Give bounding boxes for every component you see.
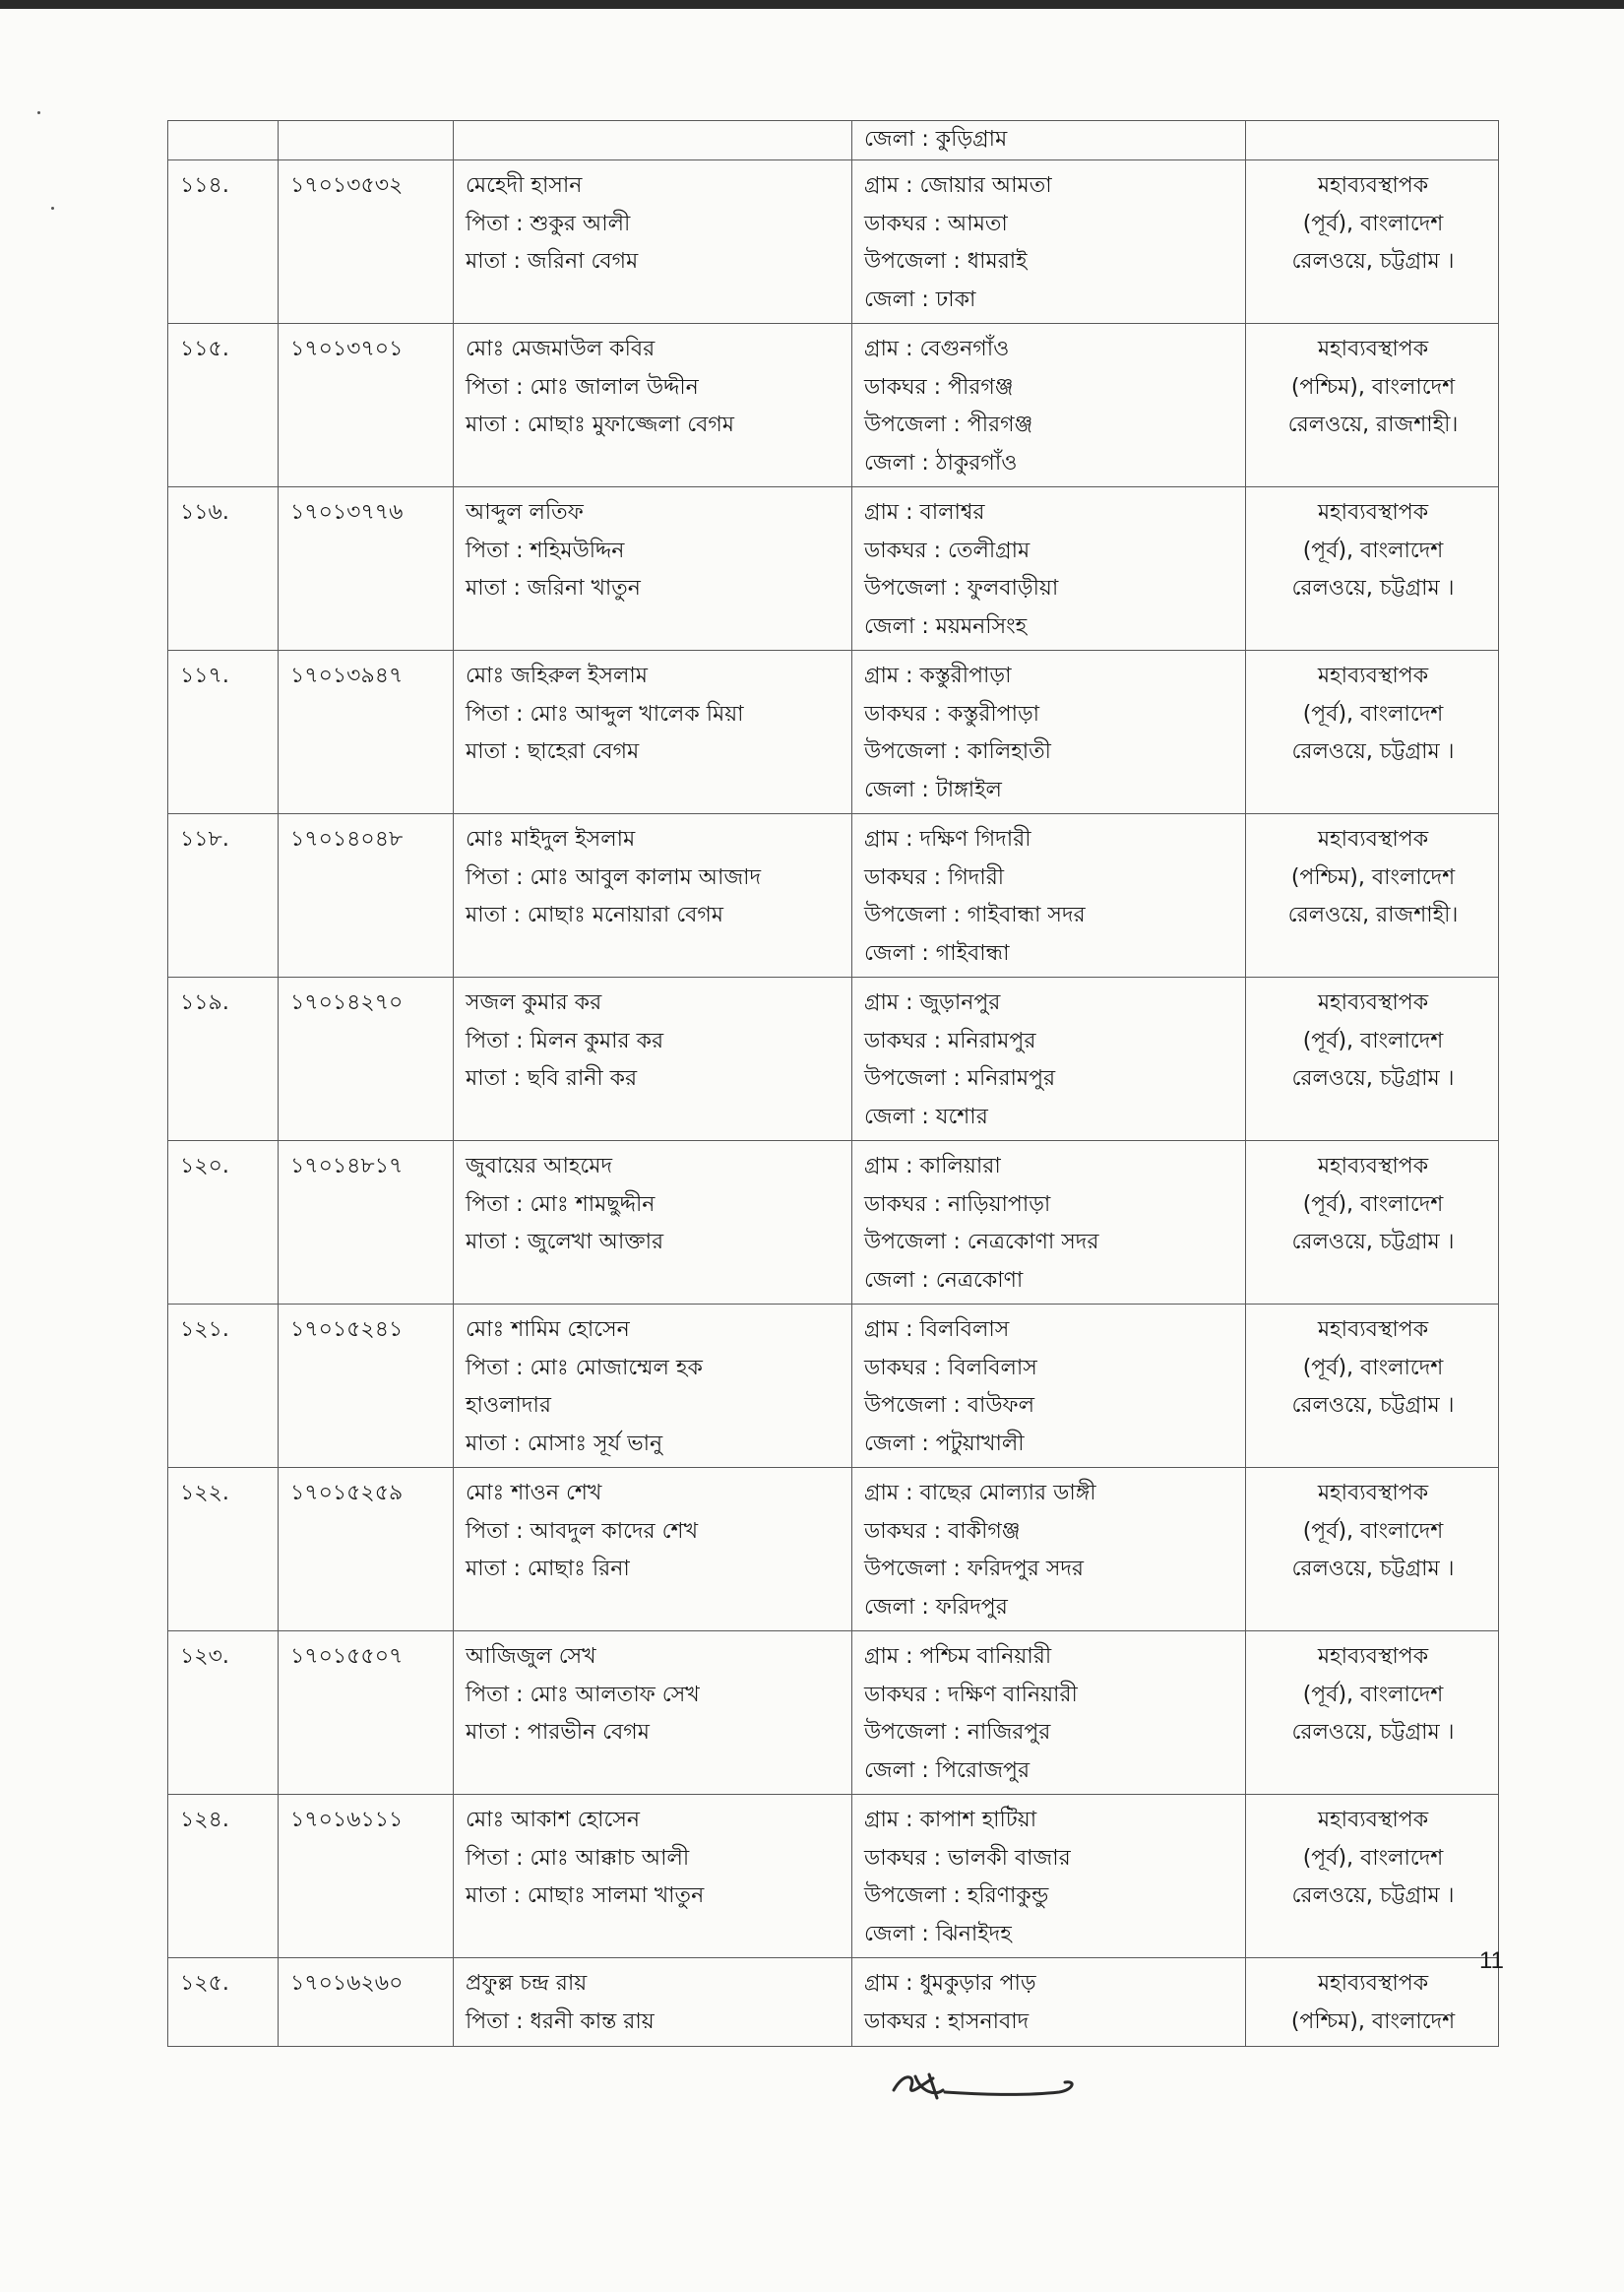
office-line: (পূর্ব), বাংলাদেশ: [1302, 211, 1444, 236]
name-line: মোঃ শামিম হোসেন: [466, 1317, 630, 1342]
name-cell: [454, 1141, 852, 1305]
office-line: মহাব্যবস্থাপক: [1317, 173, 1429, 198]
office-line: রেলওয়ে, রাজশাহী।: [1287, 413, 1459, 437]
address-line: ডাকঘর : কস্তুরীপাড়া: [864, 701, 1040, 727]
address-cell: [852, 487, 1246, 651]
address-line: জেলা : ময়মনসিংহ: [864, 613, 1028, 639]
district-line: জেলা : কুড়িগ্রাম: [864, 127, 1008, 152]
roll-cell: ১৭০১৬২৬০: [279, 1958, 454, 2047]
office-cell: [1246, 814, 1499, 978]
address-line: ডাকঘর : আমতা: [864, 211, 1008, 236]
office-cell: [1246, 1631, 1499, 1795]
serial-cell: ১১৬.: [168, 487, 279, 651]
office-line: রেলওয়ে, চট্টগ্রাম ।: [1291, 739, 1455, 764]
office-line: (পূর্ব), বাংলাদেশ: [1302, 1355, 1444, 1380]
roll-cell: [279, 121, 454, 160]
scan-speck: [51, 207, 54, 210]
address-line: জেলা : নেত্রকোণা: [864, 1267, 1024, 1293]
serial-cell: ১১৫.: [168, 324, 279, 487]
name-line: মাতা : জুলেখা আক্তার: [466, 1230, 664, 1254]
name-line: মাতা : পারভীন বেগম: [466, 1720, 650, 1745]
address-line: ডাকঘর : বিলবিলাস: [864, 1355, 1037, 1380]
office-line: রেলওয়ে, চট্টগ্রাম ।: [1291, 1393, 1455, 1418]
address-line: উপজেলা : গাইবান্ধা সদর: [864, 903, 1086, 927]
table-row: [168, 651, 1499, 814]
name-line: মাতা : ছাহেরা বেগম: [466, 739, 640, 764]
office-line: (পূর্ব), বাংলাদেশ: [1302, 1845, 1444, 1871]
serial-cell: ১২০.: [168, 1141, 279, 1305]
office-line: মহাব্যবস্থাপক: [1317, 990, 1429, 1015]
name-line: মাতা : মোছাঃ সালমা খাতুন: [466, 1883, 705, 1908]
address-cell: [852, 978, 1246, 1141]
roll-cell: ১৭০১৩৫৩২: [279, 160, 454, 324]
roll-cell: ১৭০১৩৭৭৬: [279, 487, 454, 651]
name-cell: [454, 651, 852, 814]
address-cell: [852, 814, 1246, 978]
name-line: মেহেদী হাসান: [466, 173, 583, 198]
address-line: ডাকঘর : নাড়িয়াপাড়া: [864, 1191, 1051, 1217]
address-line: উপজেলা : ধামরাই: [864, 249, 1028, 274]
name-line: মাতা : ছবি রানী কর: [466, 1066, 638, 1091]
office-line: মহাব্যবস্থাপক: [1317, 1971, 1429, 1996]
name-line: পিতা : মোঃ শামছুদ্দীন: [466, 1191, 656, 1217]
table-row: [168, 814, 1499, 978]
address-line: উপজেলা : বাউফল: [864, 1393, 1034, 1418]
name-line: মোঃ আকাশ হোসেন: [466, 1808, 641, 1832]
office-line: (পূর্ব), বাংলাদেশ: [1302, 701, 1444, 727]
address-line: উপজেলা : ফুলবাড়ীয়া: [864, 576, 1059, 601]
roll-cell: ১৭০১৬১১১: [279, 1795, 454, 1958]
roll-cell: ১৭০১৪০৪৮: [279, 814, 454, 978]
office-cell: [1246, 978, 1499, 1141]
office-line: (পশ্চিম), বাংলাদেশ: [1290, 374, 1456, 400]
address-line: ডাকঘর : মনিরামপুর: [864, 1028, 1036, 1053]
table-row: [168, 1468, 1499, 1631]
roll-cell: ১৭০১৩৭০১: [279, 324, 454, 487]
office-line: (পূর্ব), বাংলাদেশ: [1302, 1682, 1444, 1707]
address-line: জেলা : পটুয়াখালী: [864, 1431, 1025, 1456]
serial-cell: ১২২.: [168, 1468, 279, 1631]
office-line: (পূর্ব), বাংলাদেশ: [1302, 1191, 1444, 1217]
office-cell: [1246, 121, 1499, 160]
address-line: জেলা : ফরিদপুর: [864, 1594, 1008, 1620]
office-line: রেলওয়ে, চট্টগ্রাম ।: [1291, 1557, 1455, 1581]
address-line: ডাকঘর : ভালকী বাজার: [864, 1845, 1071, 1871]
address-line: গ্রাম : জুড়ানপুর: [864, 990, 1001, 1015]
office-line: মহাব্যবস্থাপক: [1317, 1317, 1429, 1342]
serial-cell: ১১৯.: [168, 978, 279, 1141]
office-cell: [1246, 1141, 1499, 1305]
office-line: রেলওয়ে, চট্টগ্রাম ।: [1291, 1066, 1455, 1091]
address-line: ডাকঘর : বাকীগঞ্জ: [864, 1518, 1021, 1544]
name-cell: [454, 1958, 852, 2047]
name-line: পিতা : মোঃ মোজাম্মেল হক: [466, 1355, 703, 1380]
address-line: গ্রাম : বালাশ্বর: [864, 500, 985, 525]
address-line: গ্রাম : ধুমকুড়ার পাড়: [864, 1971, 1036, 1996]
address-line: উপজেলা : হরিণাকুন্ডু: [864, 1883, 1049, 1908]
address-line: ডাকঘর : পীরগঞ্জ: [864, 374, 1014, 400]
name-cell: [454, 487, 852, 651]
scan-speck: [37, 111, 40, 114]
roll-cell: ১৭০১৫২৫৯: [279, 1468, 454, 1631]
office-line: মহাব্যবস্থাপক: [1317, 1808, 1429, 1832]
office-line: রেলওয়ে, চট্টগ্রাম ।: [1291, 1230, 1455, 1254]
office-line: মহাব্যবস্থাপক: [1317, 1481, 1429, 1505]
serial-cell: ১১৭.: [168, 651, 279, 814]
address-cell: [852, 1141, 1246, 1305]
name-line: মোঃ মেজমাউল কবির: [466, 337, 656, 361]
office-cell: [1246, 487, 1499, 651]
address-line: জেলা : যশোর: [864, 1104, 988, 1129]
address-line: ডাকঘর : হাসনাবাদ: [864, 2008, 1030, 2034]
name-line: মাতা : জরিনা খাতুন: [466, 576, 641, 601]
address-cell: [852, 160, 1246, 324]
address-line: ডাকঘর : গিদারী: [864, 864, 1005, 890]
address-line: উপজেলা : নেত্রকোণা সদর: [864, 1230, 1099, 1254]
office-line: মহাব্যবস্থাপক: [1317, 1154, 1429, 1178]
serial-cell: [168, 121, 279, 160]
office-line: রেলওয়ে, চট্টগ্রাম ।: [1291, 1883, 1455, 1908]
office-line: (পূর্ব), বাংলাদেশ: [1302, 538, 1444, 563]
name-line: পিতা : মোঃ আব্দুল খালেক মিয়া: [466, 701, 744, 727]
office-line: মহাব্যবস্থাপক: [1317, 500, 1429, 525]
continued-row: [168, 121, 1499, 160]
address-line: ডাকঘর : তেলীগ্রাম: [864, 538, 1031, 563]
name-line: পিতা : ধরনী কান্ত রায়: [466, 2008, 655, 2034]
name-line: মাতা : জরিনা বেগম: [466, 249, 639, 274]
name-line: হাওলাদার: [466, 1393, 551, 1418]
name-line: মাতা : মোসাঃ সূর্য ভানু: [466, 1431, 663, 1456]
address-line: উপজেলা : মনিরামপুর: [864, 1066, 1056, 1091]
name-line: পিতা : আবদুল কাদের শেখ: [466, 1518, 699, 1544]
serial-cell: ১২৫.: [168, 1958, 279, 2047]
office-cell: [1246, 1795, 1499, 1958]
serial-cell: ১২১.: [168, 1305, 279, 1468]
address-cell: [852, 1631, 1246, 1795]
address-cell: [852, 1468, 1246, 1631]
name-line: মাতা : মোছাঃ মনোয়ারা বেগম: [466, 903, 724, 927]
address-line: জেলা : ঝিনাইদহ: [864, 1921, 1012, 1946]
office-cell: [1246, 651, 1499, 814]
roll-cell: ১৭০১৩৯৪৭: [279, 651, 454, 814]
office-line: মহাব্যবস্থাপক: [1317, 337, 1429, 361]
address-line: উপজেলা : ফরিদপুর সদর: [864, 1557, 1085, 1581]
address-cell: [852, 651, 1246, 814]
address-line: উপজেলা : পীরগঞ্জ: [864, 413, 1033, 437]
office-line: (পশ্চিম), বাংলাদেশ: [1290, 864, 1456, 890]
office-line: (পূর্ব), বাংলাদেশ: [1302, 1518, 1444, 1544]
address-line: গ্রাম : কস্তুরীপাড়া: [864, 664, 1012, 688]
address-line: ডাকঘর : দক্ষিণ বানিয়ারী: [864, 1682, 1078, 1707]
office-cell: [1246, 324, 1499, 487]
roll-cell: ১৭০১৪২৭০: [279, 978, 454, 1141]
table-row: [168, 978, 1499, 1141]
name-cell: [454, 814, 852, 978]
name-line: পিতা : মোঃ আবুল কালাম আজাদ: [466, 864, 762, 890]
address-line: উপজেলা : কালিহাতী: [864, 739, 1051, 764]
office-cell: [1246, 1468, 1499, 1631]
name-line: আব্দুল লতিফ: [466, 500, 584, 525]
name-line: জুবায়ের আহমেদ: [466, 1154, 613, 1178]
office-line: (পূর্ব), বাংলাদেশ: [1302, 1028, 1444, 1053]
address-line: গ্রাম : দক্ষিণ গিদারী: [864, 827, 1031, 852]
address-line: জেলা : টাঙ্গাইল: [864, 777, 1002, 802]
name-line: পিতা : শহিমউদ্দিন: [466, 538, 625, 563]
table-row: [168, 324, 1499, 487]
name-cell: [454, 160, 852, 324]
address-line: জেলা : ঠাকুরগাঁও: [864, 450, 1018, 476]
name-cell: [454, 1468, 852, 1631]
name-line: মোঃ জহিরুল ইসলাম: [466, 664, 649, 688]
table-row: [168, 1305, 1499, 1468]
address-cell: [852, 1795, 1246, 1958]
candidate-table: [167, 120, 1499, 2047]
office-line: রেলওয়ে, চট্টগ্রাম ।: [1291, 249, 1455, 274]
address-line: গ্রাম : বিলবিলাস: [864, 1317, 1010, 1342]
serial-cell: ১১৮.: [168, 814, 279, 978]
candidate-table-body: [168, 121, 1499, 2047]
office-line: মহাব্যবস্থাপক: [1317, 827, 1429, 852]
name-line: পিতা : শুকুর আলী: [466, 211, 631, 236]
address-line: গ্রাম : পশ্চিম বানিয়ারী: [864, 1644, 1052, 1669]
name-line: সজল কুমার কর: [466, 990, 602, 1015]
address-line: গ্রাম : কালিয়ারা: [864, 1154, 1001, 1178]
address-line: জেলা : পিরোজপুর: [864, 1757, 1031, 1783]
roll-cell: ১৭০১৫২৪১: [279, 1305, 454, 1468]
address-line: গ্রাম : জোয়ার আমতা: [864, 173, 1052, 198]
table-row: [168, 160, 1499, 324]
name-line: পিতা : মিলন কুমার কর: [466, 1028, 664, 1053]
name-cell: [454, 1305, 852, 1468]
office-line: মহাব্যবস্থাপক: [1317, 1644, 1429, 1669]
address-line: গ্রাম : বাছের মোল্যার ডাঙ্গী: [864, 1481, 1096, 1505]
address-cell: [852, 324, 1246, 487]
name-cell: [454, 121, 852, 160]
table-row: [168, 1795, 1499, 1958]
office-cell: [1246, 160, 1499, 324]
office-line: রেলওয়ে, রাজশাহী।: [1287, 903, 1459, 927]
office-cell: [1246, 1305, 1499, 1468]
name-line: পিতা : মোঃ আক্কাচ আলী: [466, 1845, 690, 1871]
table-row: [168, 1958, 1499, 2047]
office-cell: [1246, 1958, 1499, 2047]
office-line: (পশ্চিম), বাংলাদেশ: [1290, 2008, 1456, 2034]
serial-cell: ১১৪.: [168, 160, 279, 324]
address-cell: [852, 121, 1246, 160]
office-line: মহাব্যবস্থাপক: [1317, 664, 1429, 688]
address-cell: [852, 1305, 1246, 1468]
address-line: উপজেলা : নাজিরপুর: [864, 1720, 1051, 1745]
serial-cell: ১২৪.: [168, 1795, 279, 1958]
signature-image: [886, 2053, 1083, 2122]
name-line: পিতা : মোঃ জালাল উদ্দীন: [466, 374, 699, 400]
address-line: জেলা : ঢাকা: [864, 286, 976, 312]
name-line: মাতা : মোছাঃ রিনা: [466, 1557, 630, 1581]
page-number: 11: [1479, 1947, 1504, 1974]
office-line: রেলওয়ে, চট্টগ্রাম ।: [1291, 1720, 1455, 1745]
address-line: জেলা : গাইবান্ধা: [864, 940, 1010, 966]
table-row: [168, 487, 1499, 651]
name-line: প্রফুল্ল চন্দ্র রায়: [466, 1971, 588, 1996]
name-line: মোঃ মাইদুল ইসলাম: [466, 827, 636, 852]
name-cell: [454, 978, 852, 1141]
name-cell: [454, 324, 852, 487]
office-line: রেলওয়ে, চট্টগ্রাম ।: [1291, 576, 1455, 601]
name-line: মাতা : মোছাঃ মুফাজ্জেলা বেগম: [466, 413, 735, 437]
table-row: [168, 1141, 1499, 1305]
roll-cell: ১৭০১৫৫০৭: [279, 1631, 454, 1795]
roll-cell: ১৭০১৪৮১৭: [279, 1141, 454, 1305]
name-cell: [454, 1631, 852, 1795]
name-cell: [454, 1795, 852, 1958]
table-row: [168, 1631, 1499, 1795]
name-line: মোঃ শাওন শেখ: [466, 1481, 602, 1505]
name-line: আজিজুল সেখ: [466, 1644, 596, 1669]
address-line: গ্রাম : বেগুনগাঁও: [864, 337, 1010, 361]
name-line: পিতা : মোঃ আলতাফ সেখ: [466, 1682, 700, 1707]
address-line: গ্রাম : কাপাশ হাটিয়া: [864, 1808, 1037, 1832]
serial-cell: ১২৩.: [168, 1631, 279, 1795]
address-cell: [852, 1958, 1246, 2047]
scan-top-edge: [0, 0, 1624, 9]
